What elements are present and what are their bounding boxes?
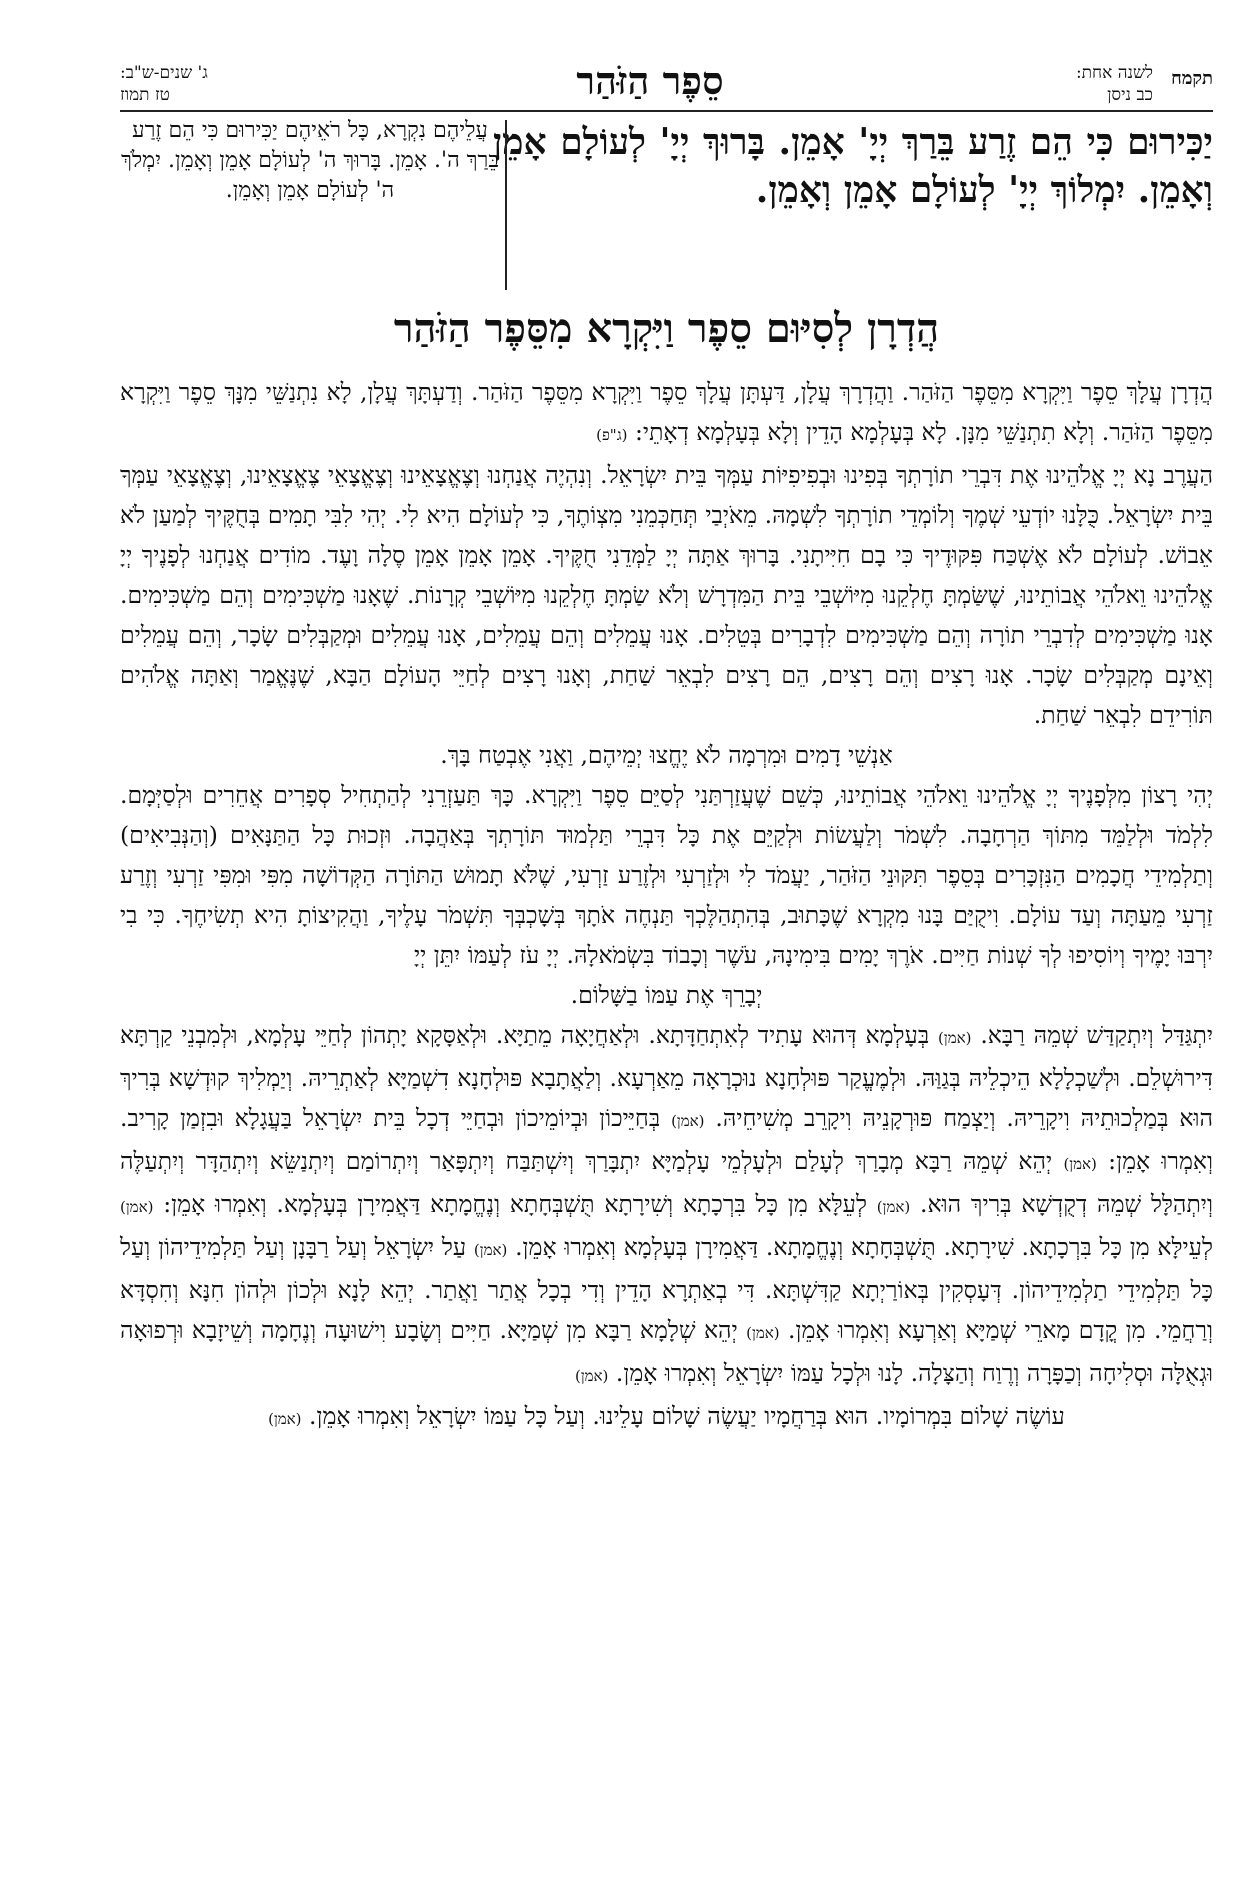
hadran-paragraph: [120, 372, 1213, 455]
kaddish-line-1: יִתְגַּדַּל וְיִתְקַדַּשׁ שְׁמֵהּ רַבָּא.: [980, 1021, 1213, 1049]
kaddish-line-8: יְהֵא שְׁלָמָא רַבָּא מִן שְׁמַיָּא. חַיִּים וְשָׂבָע וִישׁוּעָה וְנֶחָמָה וְשֵׁיזָבָא וּרְפוּאָה וּגְאֻלָּה וּסְלִיחָה וְכַפָּרָה וְרֶוַח וְהַצָּלָה. לָנוּ וּלְכָל עַמּוֹ יִשְׂרָאֵל וְאִמְרוּ אָמֵן.: [120, 1316, 1213, 1387]
page-header: [120, 58, 1213, 108]
repeat-three-times-note: (ג"פ): [596, 426, 628, 444]
amen-marker: (אמן): [876, 1198, 911, 1216]
schedule-three-year-date: טז תמוז: [120, 85, 170, 105]
schedule-one-year-label: לשנה אחת:: [1075, 63, 1153, 83]
yehi-ratzon-paragraph: יְהִי רָצוֹן מִלְּפָנֶיךָ יְיָ אֱלֹהֵינוּ וֵאלֹהֵי אֲבוֹתֵינוּ, כְּשֵׁם שֶׁעֲזַרְתַּנִי לְסַיֵּם סֵפֶר וַיִּקְרָא. כָּךְ תַּעַזְרֵנִי לְהַתְחִיל סְפָרִים אֲחֵרִים וּלְסַיְּמָם. לִלְמֹד וּלְלַמֵּד מִתּוֹךְ הַרְחָבָה. לִשְׁמֹר וְלַעֲשׂוֹת וּלְקַיֵּם אֶת כָּל דִּבְרֵי תַּלְמוּד תּוֹרָתְךָ בְּאַהֲבָה. וּזְכוּת כָּל הַתַּנָּאִים (וְהַנְּבִיאִים) וְתַלְמִידֵי חֲכָמִים הַנִּזְכָּרִים בְּסֵפֶר תִּקּוּנֵי הַזֹּהַר, יַעֲמֹד לִי וּלְזַרְעִי וּלְזֶרַע זַרְעִי, שֶׁלֹּא תָמוּשׁ הַתּוֹרָה הַקְּדוֹשָׁה מִפִּי וּמִפִּי זַרְעִי וְזֶרַע זַרְעִי מֵעַתָּה וְעַד עוֹלָם. וִיקֻיַּם בָּנוּ מִקְרָא שֶׁכָּתוּב, בְּהִתְהַלֶּכְךָ תַּנְחֶה אֹתָךְ בְּשָׁכְבְּךָ תִּשְׁמֹר עָלֶיךָ, וַהֲקִיצוֹתָ הִיא תְשִׂיחֶךָ. כִּי בִי יִרְבּוּ יָמֶיךָ וְיוֹסִיפוּ לְךָ שְׁנוֹת חַיִּים. אֹרֶךְ יָמִים בִּימִינָהּ, עֹשֶׁר וְכָבוֹד בִּשְׂמֹאלָהּ. יְיָ עֹז לְעַמּוֹ יִתֵּן יְיָ: [120, 781, 1213, 969]
amen-marker: (אמן): [268, 1410, 302, 1428]
hadran-text: הֲדְרָן עֲלָךְ סֵפֶר וַיִּקְרָא מִסֵּפֶר הַזֹּהַר. וַהֲדְרָךְ עֲלָן, דַּעְתָּן עֲלָךְ סֵפֶר וַיִּקְרָא מִסֵּפֶר הַזֹּהַר. וְדַעְתָּךְ עֲלָן, לָא נִתְנַשֵּׁי מִנָּךְ סֵפֶר וַיִּקְרָא מִסֵּפֶר הַזֹּהַר. וְלָא תִתְנַשֵּׁי מִנָּן. לָא בְּעָלְמָא הָדֵין וְלָא בְּעָלְמָא דְאָתֵי:: [120, 378, 1213, 446]
kaddish-line-3: בְּחַיֵּיכוֹן וּבְיוֹמֵיכוֹן וּבְחַיֵּי דְכָל בֵּית יִשְׂרָאֵל בַּעֲגָלָא וּבִזְמַן קָרִיב. וְאִמְרוּ אָמֵן:: [120, 1104, 1213, 1175]
oseh-shalom-text: עוֹשֶׂה שָׁלוֹם בִּמְרוֹמָיו. הוּא בְּרַחֲמָיו יַעֲשֶׂה שָׁלוֹם עָלֵינוּ. וְעַל כָּל עַמּוֹ יִשְׂרָאֵל וְאִמְרוּ אָמֵן.: [309, 1402, 1065, 1430]
amen-marker: (אמן): [938, 1029, 972, 1047]
kaddish-line-7: עַל יִשְׂרָאֵל וְעַל רַבָּנָן וְעַל תַּלְמִידֵיהוֹן וְעַל כָּל תַּלְמִידֵי תַלְמִידֵיהוֹן. דְּעָסְקִין בְּאוֹרַיְתָא קַדִּשְׁתָּא. דִּי בְאַתְרָא הָדֵין וְדִי בְכָל אֲתַר וַאֲתַר. יְהֵא לָנָא וּלְכוֹן וּלְהוֹן חִנָּא וְחִסְדָּא וְרַחֲמֵי. מִן קֳדָם מָארֵי שְׁמַיָּא וְאַרְעָא וְאִמְרוּ אָמֵן.: [120, 1233, 1213, 1344]
prayer-paragraph: הַעֲרֶב נָא יְיָ אֱלֹהֵינוּ אֶת דִּבְרֵי תוֹרָתְךָ בְּפִינוּ וּבְפִיפִיּוֹת עַמְּךָ בֵּית יִשְׂרָאֵל. וְנִהְיֶה אֲנַחְנוּ וְצֶאֱצָאֵינוּ וְצֶאֱצָאֵי צֶאֱצָאֵינוּ, וְצֶאֱצָאֵי עַמְּךָ בֵּית יִשְׂרָאֵל. כֻּלָּנוּ יוֹדְעֵי שְׁמֶךָ וְלוֹמְדֵי תוֹרָתְךָ לִשְׁמָהּ. מֵאֹיְבַי תְּחַכְּמֵנִי מִצְוֹתֶךָ, כִּי לְעוֹלָם הִיא לִי. יְהִי לִבִּי תָמִים בְּחֻקֶּיךָ לְמַעַן לֹא אֵבוֹשׁ. לְעוֹלָם לֹא אֶשְׁכַּח פִּקּוּדֶיךָ כִּי בָם חִיִּיתָנִי. בָּרוּךְ אַתָּה יְיָ לַמְּדֵנִי חֻקֶּיךָ. אָמֵן אָמֵן אָמֵן סֶלָה וָעֶד. מוֹדִים אֲנַחְנוּ לְפָנֶיךָ יְיָ אֱלֹהֵינוּ וֵאלֹהֵי אֲבוֹתֵינוּ, שֶׁשַּׂמְתָּ חֶלְקֵנוּ מִיּוֹשְׁבֵי בֵּית הַמִּדְרָשׁ וְלֹא שַׂמְתָּ חֶלְקֵנוּ מִיּוֹשְׁבֵי קְרָנוֹת. שֶׁאָנוּ מַשְׁכִּימִים וְהֵם מַשְׁכִּימִים. אָנוּ מַשְׁכִּימִים לְדִבְרֵי תוֹרָה וְהֵם מַשְׁכִּימִים לִדְבָרִים בְּטֵלִים. אָנוּ עֲמֵלִים וְהֵם עֲמֵלִים, אָנוּ עֲמֵלִים וּמְקַבְּלִים שָׂכָר, וְהֵם עֲמֵלִים וְאֵינָם מְקַבְּלִים שָׂכָר. אָנוּ רָצִים וְהֵם רָצִים, הֵם רָצִים לִבְאֵר שַׁחַת, וְאָנוּ רָצִים לְחַיֵּי הָעוֹלָם הַבָּא, שֶׁנֶּאֱמַר וְאַתָּה אֱלֹהִים תּוֹרִידֵם לִבְאֵר שַׁחַת.: [120, 461, 1214, 729]
book-title: סֵפֶר הַזֹּהַר: [576, 58, 724, 103]
kaddish-line-2: בְּעָלְמָא דְּהוּא עָתִיד לְאִתְחַדָּתָא. וּלְאַחֲיָאָה מֵתַיָּא. וּלְאַסָּקָא יָתְהוֹן לְחַיֵּי עָלְמָא, וּלְמִבְנֵי קַרְתָּא דִּירוּשְׁלֵם. וּלְשַׁכְלָלָא הֵיכְלֵיהּ בְּגַוַּהּ. וּלְמֶעֱקַר פּוּלְחָנָא נוּכְרָאָה מֵאַרְעָא. וְלַאֲתָבָא פּוּלְחָנָא דִשְׁמַיָּא לְאַתְרֵיהּ. וְיַמְלִיךְ קוּדְשָׁא בְּרִיךְ הוּא בְּמַלְכוּתֵיהּ וִיקָרֵיהּ. וְיַצְמַח פּוּרְקָנֵיהּ וִיקָרֵב מְשִׁיחֵיהּ.: [120, 1021, 1213, 1132]
oseh-shalom-line: [120, 1396, 1213, 1439]
amen-marker: (אמן): [473, 1241, 508, 1259]
yehi-ratzon-closing-line: יְבָרֵךְ אֶת עַמּוֹ בַשָּׁלוֹם.: [570, 981, 763, 1009]
header-left-schedule: [120, 62, 208, 106]
column-divider: [505, 120, 507, 290]
schedule-one-year-date: כב ניסן: [1107, 85, 1153, 105]
kaddish-line-4: יְהֵא שְׁמֵהּ רַבָּא מְבָרַךְ לְעָלַם וּלְעָלְמֵי עָלְמַיָּא יִתְבָּרַךְ וְיִשְׁתַּבַּח וְיִתְפָּאַר וְיִתְרוֹמַם וְיִתְנַשֵּׂא וְיִתְהַדָּר וְיִתְעַלֶּה וְיִתְהַלָּל שְׁמֵהּ דְקֻדְשָׁא בְּרִיךְ הוּא.: [120, 1147, 1213, 1218]
header-rule: [120, 110, 1213, 112]
amen-marker: (אמן): [1063, 1155, 1097, 1173]
section-title: הֲדְרָן לְסִיּוּם סֵפֶר וַיִּקְרָא מִסֵּפֶר הַזֹּהַר: [393, 305, 940, 352]
kaddish-line-6: לְעֵילָּא מִן כָּל בִּרְכָתָא. שִׁירָתָא. תֻּשְׁבְּחָתָא וְנֶחֱמָתָא. דַּאֲמִירָן בְּעָלְמָא וְאִמְרוּ אָמֵן.: [515, 1233, 1213, 1261]
kaddish-line-5: לְעֵלָּא מִן כָּל בִּרְכָתָא וְשִׁירָתָא תֻּשְׁבְּחָתָא וְנֶחֱמָתָא דַּאֲמִירָן בְּעָלְמָא. וְאִמְרוּ אָמֵן:: [163, 1190, 867, 1218]
top-main-text: יַכִּירוּם כִּי הֵם זֶרַע בֵּרַךְ יְיָ' אָמֵן. בָּרוּךְ יְיָ' לְעוֹלָם אָמֵן וְאָמֵן. יִמְלוֹךְ יְיָ' לְעוֹלָם אָמֵן וְאָמֵן.: [493, 121, 1213, 211]
amen-marker: (אמן): [746, 1324, 780, 1342]
schedule-three-year-label: ג' שנים-ש"ב:: [120, 63, 208, 83]
top-side-commentary: עֲלֵיהֶם נִקְרָא, כָּל רֹאֵיהֶם יַכִּירוּם כִּי הֵם זֶרַע בֵּרַךְ ה'. אָמֵן. בָּרוּךְ ה' לְעוֹלָם אָמֵן וְאָמֵן. יִמְלֹךְ ה' לְעוֹלָם אָמֵן וְאָמֵן.: [121, 118, 499, 203]
amen-marker: (אמן): [120, 1198, 154, 1216]
amen-marker: (אמן): [671, 1112, 705, 1130]
page-number: תקמח: [1171, 68, 1213, 89]
kaddish-paragraph: [120, 1015, 1213, 1396]
header-right-schedule: [1076, 62, 1153, 106]
prayer-closing-line: אַנְשֵׁי דָמִים וּמִרְמָה לֹא יֶחֱצוּ יְמֵיהֶם, וַאֲנִי אֶבְטַח בָּךְ.: [440, 741, 893, 769]
main-text: [120, 372, 1213, 1439]
amen-marker: (אמן): [574, 1367, 609, 1385]
